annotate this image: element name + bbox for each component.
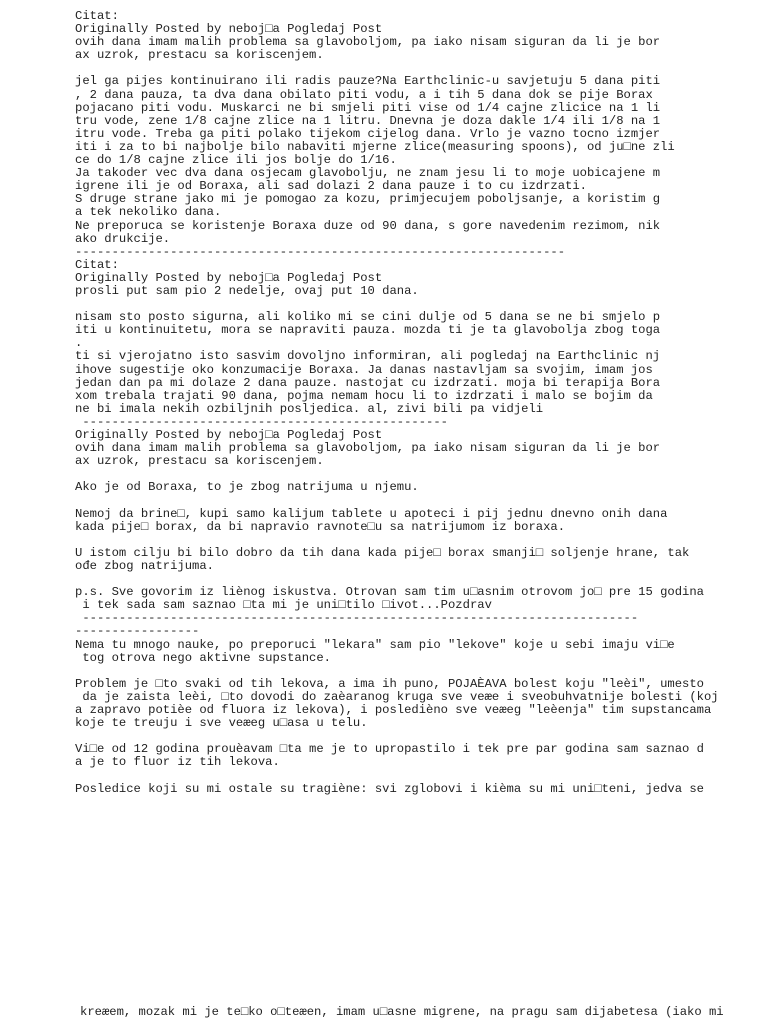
text-line: a je to fluor iz tih lekova. <box>75 755 280 770</box>
text-line: ovih dana imam malih problema sa glavoboljom, pa iako nisam siguran da li je bor <box>75 441 661 456</box>
text-line: ce do 1/8 cajne zlice ili jos bolje do 1/16. <box>75 153 397 168</box>
text-line: iti i za to bi najbolje bilo nabaviti mjerne zlice(measuring spoons), od ju□ne zli <box>75 139 675 154</box>
text-line: a tek nekoliko dana. <box>75 205 222 220</box>
text-line: jedan dan pa mi dolaze 2 dana pauze. nastojat cu izdrzati. moja bi terapija Bora <box>75 375 661 390</box>
text-line: ------------------------------------------------------------------- <box>75 244 566 259</box>
text-line: ođe zbog natrijuma. <box>75 558 214 573</box>
text-line: ovih dana imam malih problema sa glavoboljom, pa iako nisam siguran da li je bor <box>75 35 661 50</box>
text-line: Citat: <box>75 257 119 272</box>
document-bottom-line: kreæem, mozak mi je te□ko o□teæen, imam u□asne migrene, na pragu sam dijabetesa (iako mi <box>80 1006 724 1019</box>
text-line: U istom cilju bi bilo dobro da tih dana kada pije□ borax smanji□ soljenje hrane, tak <box>75 545 690 560</box>
text-line: Citat: <box>75 9 119 23</box>
document-body <box>75 10 765 796</box>
text-line: Ako je od Boraxa, to je zbog natrijuma u njemu. <box>75 480 419 495</box>
text-line: ----------------- <box>75 624 200 639</box>
text-line: Vi□e od 12 godina prouèavam □ta me je to upropastilo i tek pre par godina sam saznao d <box>75 742 704 757</box>
blank-line <box>75 769 765 782</box>
text-line: Nemoj da brine□, kupi samo kalijum tablete u apoteci i pij jednu dnevno onih dana <box>75 506 668 521</box>
text-line: ---------------------------------------------------------------------------- <box>75 611 639 626</box>
text-line: ax uzrok, prestacu sa koriscenjem. <box>75 48 324 63</box>
text-line: -------------------------------------------------- <box>75 414 448 429</box>
text-line: Problem je □to svaki od tih lekova, a ima ih puno, POJAÈAVA bolest koju "leèi", umesto <box>75 676 704 691</box>
text-line: , 2 dana pauza, ta dva dana obilato piti vodu, a i tih 5 dana dok se pije Borax <box>75 87 653 102</box>
text-line: tru vode, zene 1/8 cajne zlice na 1 litru. Dnevna je doza dakle 1/4 ili 1/8 na 1 <box>75 113 661 128</box>
blank-line <box>75 534 765 547</box>
text-line: Nema tu mnogo nauke, po preporuci "lekara" sam pio "lekove" koje u sebi imaju vi□e <box>75 637 675 652</box>
text-line: a zapravo potièe od fluora iz lekova), i posledièno sve veæeg "leèenja" tim supstancama <box>75 702 712 717</box>
text-line: igrene ili je od Boraxa, ali sad dolazi 2 dana pauze i to cu izdrzati. <box>75 179 587 194</box>
text-line: Posledice koji su mi ostale su tragiène: svi zglobovi i kièma su mi uni□teni, jedva se <box>75 781 704 796</box>
text-line: xom trebala trajati 90 dana, pojma nemam hocu li to izdrzati i malo se bojim da <box>75 388 653 403</box>
text-line: Ne preporuca se koristenje Boraxa duze od 90 dana, s gore navedenim rezimom, nik <box>75 218 661 233</box>
text-line: ne bi imala nekih ozbiljnih posljedica. al, zivi bili pa vidjeli <box>75 401 544 416</box>
blank-line <box>75 665 765 678</box>
text-line: itru vode. Treba ga piti polako tijekom cijelog dana. Vrlo je vazno tocno izmjer <box>75 126 661 141</box>
text-line: prosli put sam pio 2 nedelje, ovaj put 10 dana. <box>75 283 419 298</box>
text-line: i tek sada sam saznao □ta mi je uni□tilo □ivot...Pozdrav <box>75 598 492 613</box>
text-line: jel ga pijes kontinuirano ili radis pauze?Na Earthclinic-u savjetuju 5 dana piti <box>75 74 661 89</box>
text-line: iti u kontinuitetu, mora se napraviti pauza. mozda ti je ta glavobolja zbog toga <box>75 323 661 338</box>
text-line: koje te treuju i sve veæeg u□asa u telu. <box>75 716 368 731</box>
text-line: kada pije□ borax, da bi napravio ravnote□u sa natrijumom iz boraxa. <box>75 519 566 534</box>
text-line: nisam sto posto sigurna, ali koliko mi se cini dulje od 5 dana se ne bi smjelo p <box>75 310 661 325</box>
text-line: S druge strane jako mi je pomogao za kozu, primjecujem poboljsanje, a koristim g <box>75 192 661 207</box>
text-line: ako drukcije. <box>75 231 171 246</box>
text-line: Originally Posted by neboj□a Pogledaj Post <box>75 22 383 37</box>
text-line: tog otrova nego aktivne supstance. <box>75 650 331 665</box>
text-line: ti si vjerojatno isto sasvim dovoljno informiran, ali pogledaj na Earthclinic nj <box>75 349 661 364</box>
text-line: da je zaista leèi, □to dovodi do zaèaranog kruga sve veæe i sveobuhvatnije bolesti (koj <box>75 689 719 704</box>
text-line: ihove sugestije oko konzumacije Boraxa. Ja danas nastavljam sa svojim, imam jos <box>75 362 653 377</box>
text-line: Originally Posted by neboj□a Pogledaj Post <box>75 428 383 442</box>
text-line: ax uzrok, prestacu sa koriscenjem. <box>75 454 324 469</box>
text-line: . <box>75 336 83 351</box>
text-line: Originally Posted by neboj□a Pogledaj Post <box>75 270 383 285</box>
text-line: pojacano piti vodu. Muskarci ne bi smjeli piti vise od 1/4 cajne zlicice na 1 li <box>75 100 661 115</box>
text-line: p.s. Sve govorim iz liènog iskustva. Otrovan sam tim u□asnim otrovom jo□ pre 15 godina <box>75 585 704 600</box>
text-line: Ja takoder vec dva dana osjecam glavobolju, ne znam jesu li to moje uobicajene m <box>75 166 661 181</box>
blank-line <box>75 494 765 507</box>
